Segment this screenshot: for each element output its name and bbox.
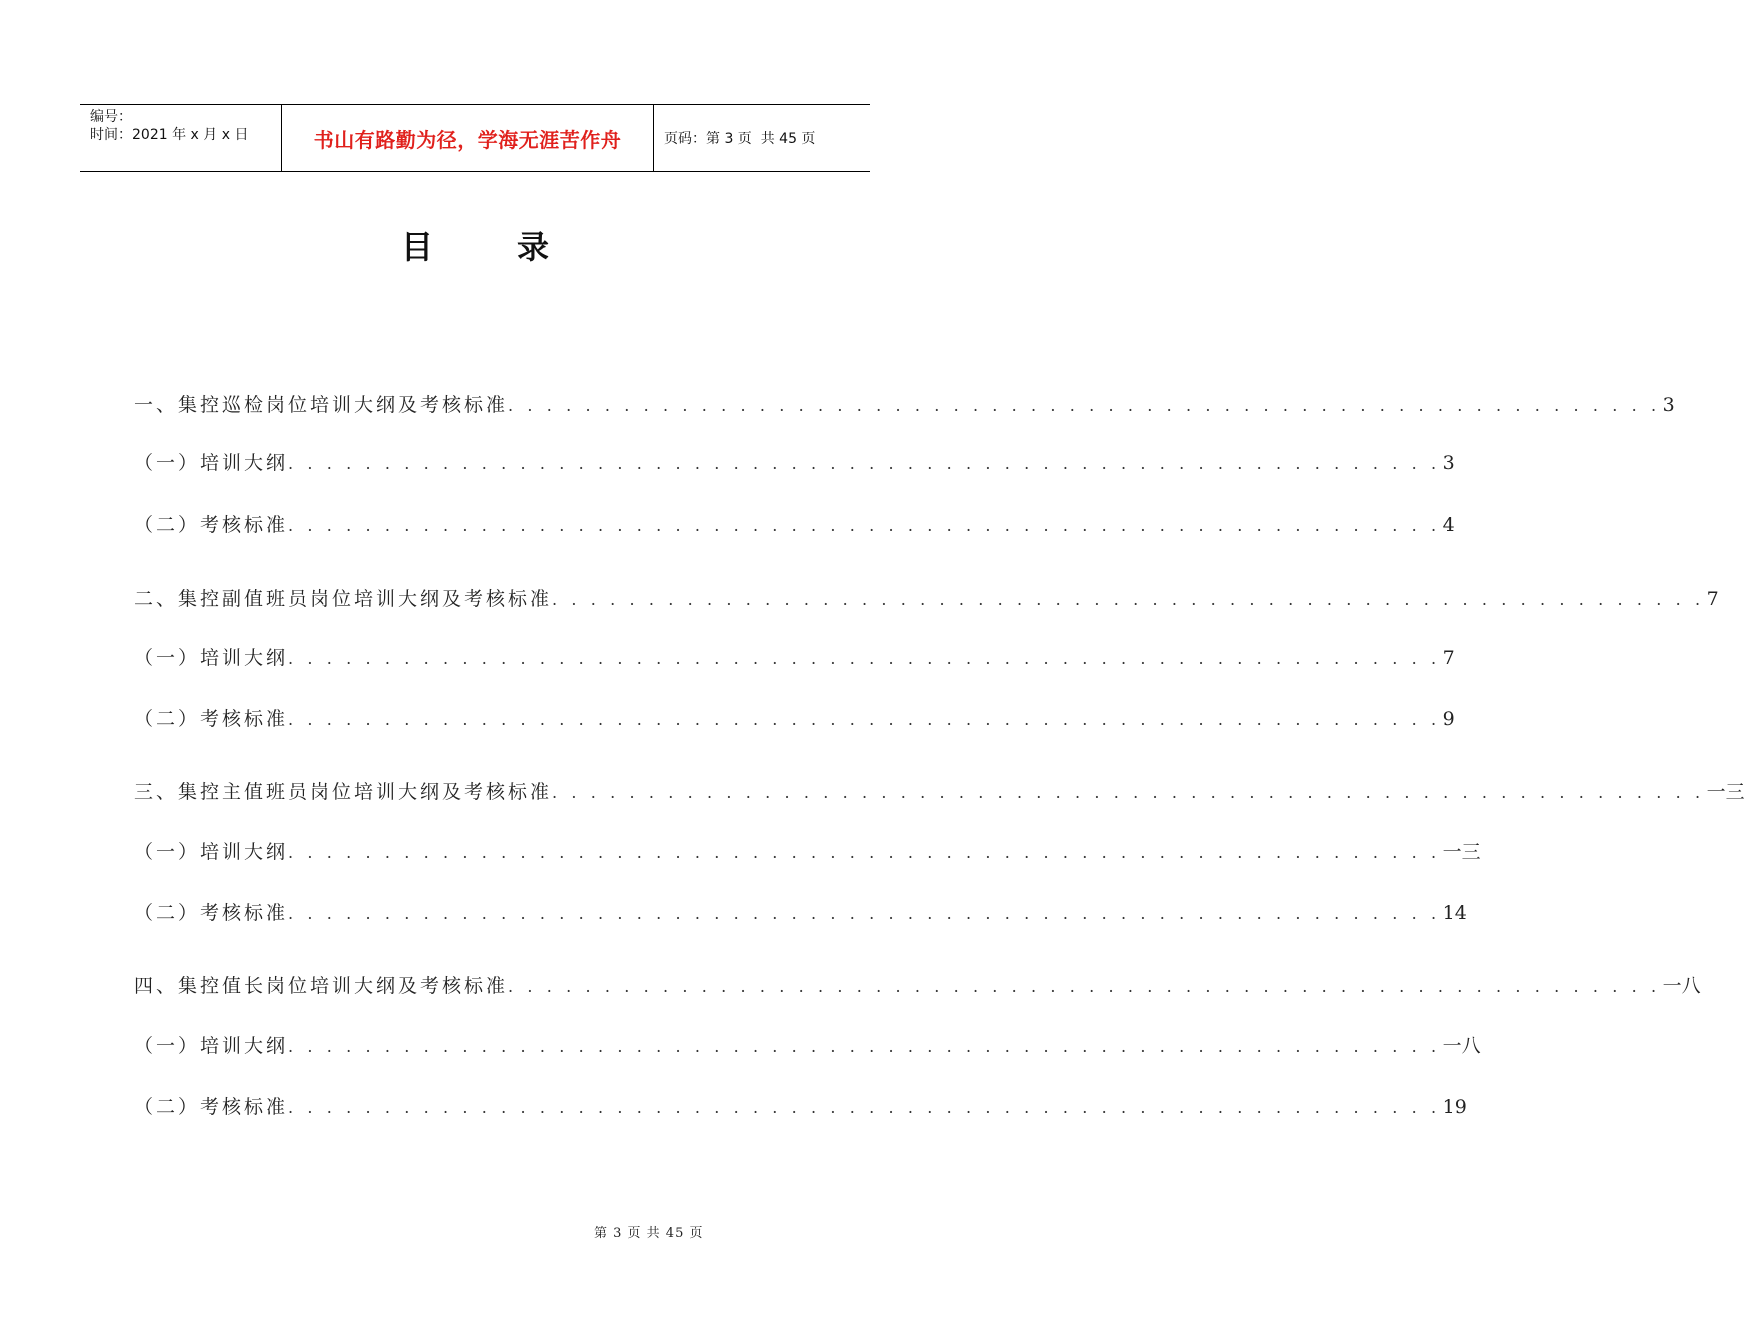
toc-entry-page: 3 xyxy=(1442,452,1455,474)
toc-entry-page: 一八 xyxy=(1442,1035,1481,1057)
page-title: 目录 xyxy=(400,228,633,266)
toc-leader-dots: . . . . . . . . . . . . . . . . . . . . . . . . . . . . . . . . . . . . . . . . . . . . . . . . . . . . . . . . . . . . xyxy=(552,783,1705,802)
toc-entry-label: （一）培训大纲 xyxy=(134,452,289,474)
page-footer: 第 3 页 共 45 页 xyxy=(594,1226,704,1241)
toc-entry-label: 二、集控副值班员岗位培训大纲及考核标准 xyxy=(134,588,553,610)
toc-entry-page: 4 xyxy=(1442,514,1455,536)
toc-entry-label: 四、集控值长岗位培训大纲及考核标准 xyxy=(134,975,509,997)
toc-entry-page: 7 xyxy=(1442,647,1455,669)
toc-entry-page: 14 xyxy=(1442,902,1467,924)
header-page-info: 页码：第 3 页 共 45 页 xyxy=(664,131,816,147)
toc-entry-page: 3 xyxy=(1662,394,1675,416)
toc-entry-page: 7 xyxy=(1706,588,1719,610)
toc-entry-label: （一）培训大纲 xyxy=(134,841,289,863)
toc-section-entry[interactable] xyxy=(134,392,1675,419)
toc-entry-page: 一三 xyxy=(1706,781,1745,803)
toc-leader-dots: . . . . . . . . . . . . . . . . . . . . . . . . . . . . . . . . . . . . . . . . . . . . . . . . . . . . . . . . . . . . xyxy=(288,454,1441,473)
toc-entry-label: （二）考核标准 xyxy=(134,708,289,730)
toc-leader-dots: . . . . . . . . . . . . . . . . . . . . . . . . . . . . . . . . . . . . . . . . . . . . . . . . . . . . . . . . . . . . xyxy=(288,649,1441,668)
header-motto: 书山有路勤为径，学海无涯苦作舟 xyxy=(313,127,622,152)
toc-leader-dots: . . . . . . . . . . . . . . . . . . . . . . . . . . . . . . . . . . . . . . . . . . . . . . . . . . . . . . . . . . . . xyxy=(288,1037,1441,1056)
toc-leader-dots: . . . . . . . . . . . . . . . . . . . . . . . . . . . . . . . . . . . . . . . . . . . . . . . . . . . . . . . . . . . . xyxy=(508,977,1661,996)
toc-entry-label: （二）考核标准 xyxy=(134,1096,289,1118)
toc-entry-label: （二）考核标准 xyxy=(134,514,289,536)
page-header xyxy=(80,104,870,172)
toc-leader-dots: . . . . . . . . . . . . . . . . . . . . . . . . . . . . . . . . . . . . . . . . . . . . . . . . . . . . . . . . . . . . xyxy=(288,516,1441,535)
toc-subsection-entry[interactable] xyxy=(134,512,1455,539)
toc-entry-label: （一）培训大纲 xyxy=(134,647,289,669)
document-number-label: 编号： xyxy=(90,109,132,125)
toc-entry-page: 19 xyxy=(1442,1096,1467,1118)
toc-leader-dots: . . . . . . . . . . . . . . . . . . . . . . . . . . . . . . . . . . . . . . . . . . . . . . . . . . . . . . . . . . . . xyxy=(288,904,1441,923)
toc-section-entry[interactable] xyxy=(134,973,1701,1000)
header-page-cell xyxy=(654,105,870,171)
toc-section-entry[interactable] xyxy=(134,586,1719,613)
toc-entry-page: 一三 xyxy=(1442,841,1481,863)
toc-subsection-entry[interactable] xyxy=(134,900,1467,927)
toc-subsection-entry[interactable] xyxy=(134,645,1455,672)
toc-leader-dots: . . . . . . . . . . . . . . . . . . . . . . . . . . . . . . . . . . . . . . . . . . . . . . . . . . . . . . . . . . . . xyxy=(288,843,1441,862)
toc-leader-dots: . . . . . . . . . . . . . . . . . . . . . . . . . . . . . . . . . . . . . . . . . . . . . . . . . . . . . . . . . . . . xyxy=(288,1098,1441,1117)
toc-entry-label: 三、集控主值班员岗位培训大纲及考核标准 xyxy=(134,781,553,803)
toc-subsection-entry[interactable] xyxy=(134,1033,1481,1060)
toc-entry-page: 9 xyxy=(1442,708,1455,730)
toc-entry-page: 一八 xyxy=(1662,975,1701,997)
toc-section-entry[interactable] xyxy=(134,779,1745,806)
toc-subsection-entry[interactable] xyxy=(134,839,1481,866)
header-motto-cell xyxy=(282,105,654,171)
header-meta-cell xyxy=(80,105,282,171)
toc-entry-label: （二）考核标准 xyxy=(134,902,289,924)
toc-entry-label: 一、集控巡检岗位培训大纲及考核标准 xyxy=(134,394,509,416)
toc-leader-dots: . . . . . . . . . . . . . . . . . . . . . . . . . . . . . . . . . . . . . . . . . . . . . . . . . . . . . . . . . . . . xyxy=(552,590,1705,609)
toc-entry-label: （一）培训大纲 xyxy=(134,1035,289,1057)
toc-subsection-entry[interactable] xyxy=(134,706,1455,733)
toc-leader-dots: . . . . . . . . . . . . . . . . . . . . . . . . . . . . . . . . . . . . . . . . . . . . . . . . . . . . . . . . . . . . xyxy=(508,396,1661,415)
toc-leader-dots: . . . . . . . . . . . . . . . . . . . . . . . . . . . . . . . . . . . . . . . . . . . . . . . . . . . . . . . . . . . . xyxy=(288,710,1441,729)
document-time-label: 时间：2021 年 x 月 x 日 xyxy=(90,127,249,143)
toc-subsection-entry[interactable] xyxy=(134,1094,1467,1121)
toc-subsection-entry[interactable] xyxy=(134,450,1455,477)
